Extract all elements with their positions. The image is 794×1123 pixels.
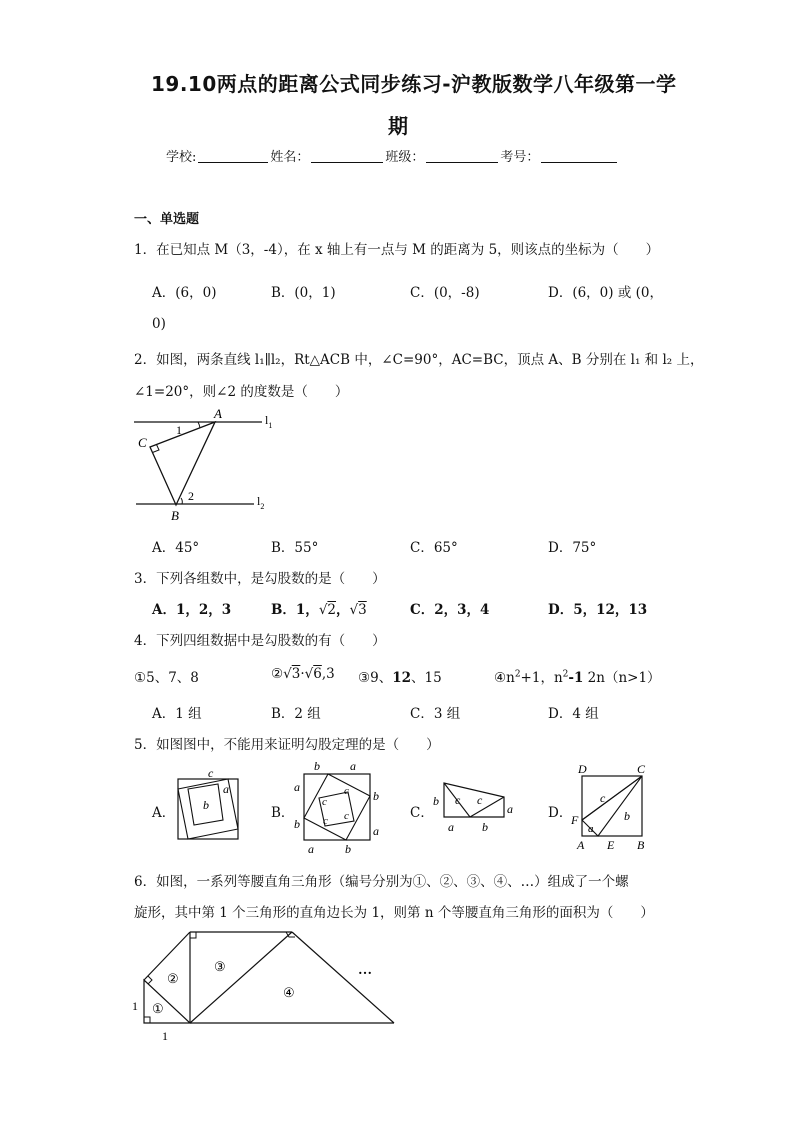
number-field[interactable] <box>541 150 617 163</box>
q4-option-b[interactable]: B．2 组 <box>271 706 321 722</box>
label-C: C <box>138 435 147 450</box>
q5-figure-c <box>430 775 520 839</box>
label-l2: $l_2$ <box>257 494 265 511</box>
q4-option-c[interactable]: C．3 组 <box>410 706 461 722</box>
svg-text:C: C <box>637 762 646 776</box>
q3-option-c[interactable]: C．2，3，4 <box>410 602 490 618</box>
svg-text:c: c <box>455 793 461 807</box>
name-label: 姓名： <box>270 150 310 165</box>
q3-option-d[interactable]: D．5，12，13 <box>548 602 648 618</box>
label-B: B <box>171 508 179 523</box>
question-4-stem: 4．下列四组数据中是勾股数的有（ ） <box>134 633 386 649</box>
q3-option-a[interactable]: A．1，2，3 <box>152 602 232 618</box>
q2-option-b[interactable]: B．55° <box>271 540 319 556</box>
svg-text:b: b <box>482 820 488 834</box>
svg-text:b: b <box>373 789 379 803</box>
q4-item-2: ②√3·√6,3 <box>271 666 335 682</box>
continuation-dots: … <box>358 963 372 978</box>
triangle-4-label: ④ <box>283 985 295 1000</box>
svg-text:c: c <box>208 766 214 780</box>
question-2-stem: 2．如图，两条直线 l₁∥l₂，Rt△ACB 中，∠C=90°，AC=BC，顶点 A、B 分别在 l₁ 和 l₂ 上， <box>134 352 704 368</box>
svg-text:a: a <box>507 802 513 816</box>
svg-text:b: b <box>345 842 351 854</box>
svg-text:c: c <box>322 796 327 808</box>
triangle-1 <box>144 980 190 1023</box>
q5-figure-b <box>290 758 382 854</box>
svg-text:a: a <box>373 824 379 838</box>
q1-option-d-continued: 0) <box>152 316 166 332</box>
svg-text:a: a <box>350 759 356 773</box>
svg-text:c: c <box>600 791 606 805</box>
question-6-stem-line2: 旋形，其中第 1 个三角形的直角边长为 1，则第 n 个等腰直角三角形的面积为（ ） <box>134 905 654 921</box>
q1-option-b[interactable]: B．(0，1) <box>271 285 336 301</box>
svg-text:b: b <box>203 798 209 812</box>
q6-spiral-figure <box>126 922 406 1048</box>
name-field[interactable] <box>311 150 383 163</box>
svg-text:c: c <box>477 793 483 807</box>
class-field[interactable] <box>426 150 498 163</box>
question-1-stem: 1．在已知点 M（3，-4），在 x 轴上有一点与 M 的距离为 5，则该点的坐标为（ ） <box>134 242 660 258</box>
q2-figure <box>130 404 280 526</box>
school-field[interactable] <box>198 150 268 163</box>
svg-text:c: c <box>344 785 349 797</box>
triangle-acb <box>150 422 215 505</box>
side-length-left: 1 <box>132 999 138 1013</box>
label-angle-1: 1 <box>176 423 182 437</box>
q4-item-3: ③9、12、15 <box>358 670 442 686</box>
class-label: 班级： <box>385 150 425 165</box>
question-3-stem: 3．下列各组数中，是勾股数的是（ ） <box>134 571 386 587</box>
svg-text:b: b <box>624 809 630 823</box>
q4-item-1: ①5、7、8 <box>134 670 199 686</box>
q4-option-a[interactable]: A．1 组 <box>152 706 202 722</box>
triangle-3-label: ③ <box>214 959 226 974</box>
student-info <box>166 146 619 165</box>
page-title-continued: 期 <box>388 114 409 138</box>
q3-option-b[interactable]: B．1，√2，√3 <box>271 602 367 618</box>
svg-text:b: b <box>294 817 300 831</box>
svg-text:b: b <box>314 759 320 773</box>
svg-text:c: c <box>344 810 349 822</box>
label-angle-2: 2 <box>188 489 194 503</box>
svg-text:D: D <box>578 762 587 776</box>
q2-option-a[interactable]: A．45° <box>152 540 200 556</box>
svg-text:c: c <box>323 815 328 827</box>
page-title: 19.10两点的距离公式同步练习-沪教版数学八年级第一学 <box>151 72 677 96</box>
q1-option-c[interactable]: C．(0，-8) <box>410 285 480 301</box>
number-label: 考号： <box>500 150 540 165</box>
side-length-bottom: 1 <box>162 1029 168 1043</box>
svg-text:a: a <box>223 782 229 796</box>
q1-option-a[interactable]: A．(6，0) <box>152 285 217 301</box>
svg-text:b: b <box>433 794 439 808</box>
q5-figure-d <box>570 760 652 852</box>
svg-text:a: a <box>588 823 594 835</box>
svg-text:a: a <box>294 780 300 794</box>
q4-item-4: $④n^2+1$，$n^2-1$ 2n（n>1） <box>494 669 661 686</box>
label-A: A <box>214 406 222 421</box>
svg-text:F: F <box>571 813 579 827</box>
label-l1: $l_1$ <box>265 413 273 430</box>
svg-text:a: a <box>448 820 454 834</box>
q2-option-c[interactable]: C．65° <box>410 540 458 556</box>
svg-text:B: B <box>637 838 645 852</box>
section-heading: 一、单选题 <box>134 212 200 227</box>
q2-option-d[interactable]: D．75° <box>548 540 597 556</box>
question-6-stem: 6．如图，一系列等腰直角三角形（编号分别为①、②、③、④、…）组成了一个螺 <box>134 874 629 890</box>
school-label: 学校: <box>166 150 197 165</box>
triangle-1-label: ① <box>152 1001 164 1016</box>
q5-figure-a <box>174 766 244 846</box>
angle-1-arc <box>198 422 200 428</box>
q5-option-c[interactable]: C． <box>410 805 434 821</box>
q4-option-d[interactable]: D．4 组 <box>548 706 599 722</box>
q5-option-b[interactable]: B． <box>271 805 295 821</box>
svg-text:a: a <box>308 842 314 854</box>
question-2-stem-line2: ∠1=20°，则∠2 的度数是（ ） <box>134 384 349 400</box>
question-5-stem: 5．如图图中，不能用来证明勾股定理的是（ ） <box>134 737 440 753</box>
svg-text:A: A <box>577 838 585 852</box>
q1-option-d[interactable]: D．(6，0) 或 (0， <box>548 285 663 301</box>
svg-text:E: E <box>607 838 615 852</box>
angle-2-arc <box>181 498 182 504</box>
q5-option-a[interactable]: A． <box>152 805 176 821</box>
triangle-2-label: ② <box>167 971 179 986</box>
q5-option-d[interactable]: D． <box>548 805 573 821</box>
